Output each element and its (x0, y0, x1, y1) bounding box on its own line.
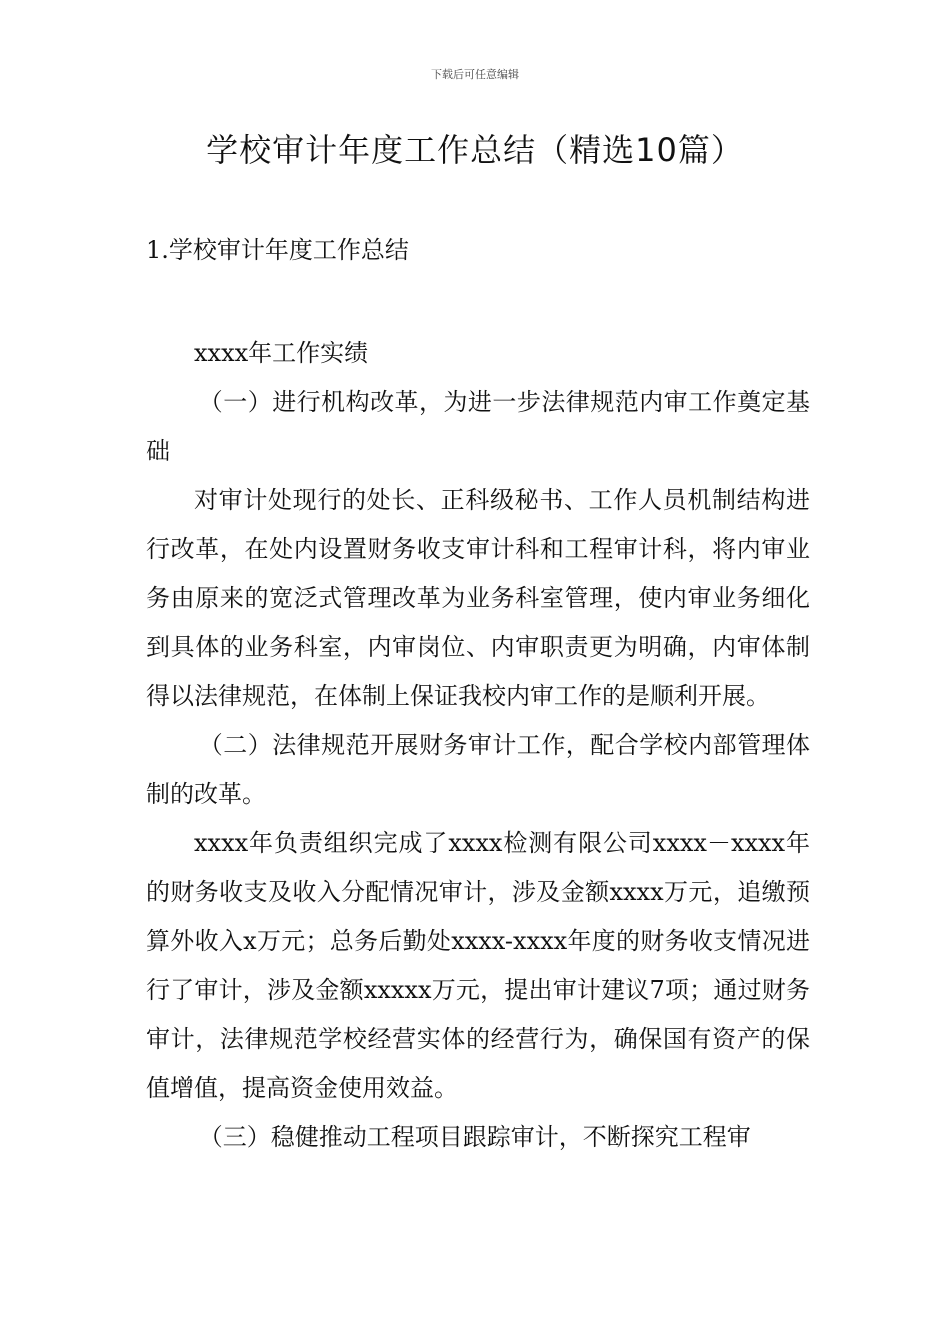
document-body (146, 329, 810, 1162)
section-title: 1.学校审计年度工作总结 (146, 236, 409, 264)
header-note: 下载后可任意编辑 (431, 68, 519, 81)
paragraph-subheading-3: （三）稳健推动工程项目跟踪审计，不断探究工程审 (198, 1123, 751, 1151)
paragraph-body-2: xxxx年负责组织完成了xxxx检测有限公司xxxx－xxxx年的财务收支及收入分配情况审计，涉及金额xxxx万元，追缴预算外收入x万元；总务后勤处xxxx-xxxx年度的财务收支情况进行了审计，涉及金额xxxxx万元，提出审计建议7项；通过财务审计，法律规范学校经营实体的经营行为，确保国有资产的保值增值，提高资金使用效益。 (146, 829, 810, 1102)
paragraph-achievements-heading: xxxx年工作实绩 (194, 339, 369, 367)
document-title: 学校审计年度工作总结（精选10篇） (206, 131, 744, 169)
paragraph-subheading-1: （一）进行机构改革，为进一步法律规范内审工作奠定基础 (146, 388, 810, 465)
paragraph-body-1: 对审计处现行的处长、正科级秘书、工作人员机制结构进行改革，在处内设置财务收支审计科和工程审计科，将内审业务由原来的宽泛式管理改革为业务科室管理，使内审业务细化到具体的业务科室，内审岗位、内审职责更为明确，内审体制得以法律规范，在体制上保证我校内审工作的是顺利开展。 (146, 486, 810, 710)
paragraph-subheading-2: （二）法律规范开展财务审计工作，配合学校内部管理体制的改革。 (146, 731, 810, 808)
